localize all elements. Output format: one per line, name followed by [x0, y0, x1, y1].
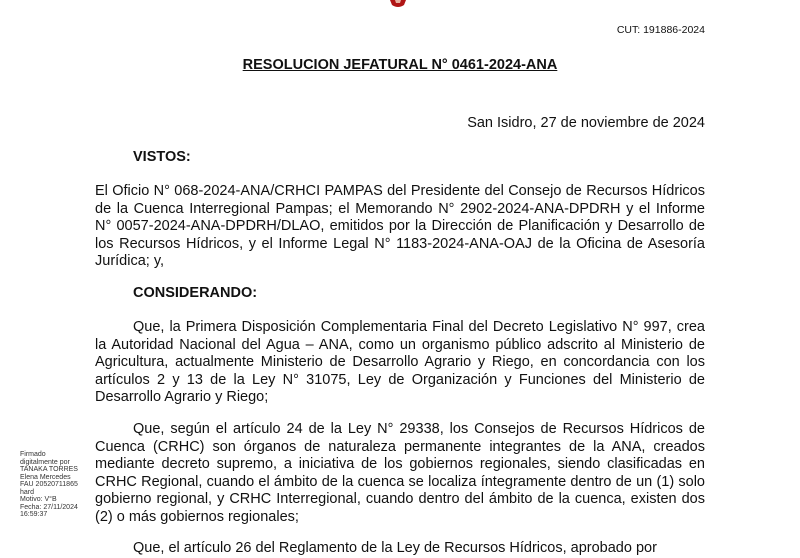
considerando-heading: CONSIDERANDO: — [133, 285, 258, 301]
peru-shield-icon — [389, 0, 407, 8]
considerando-paragraph-3: Que, el artículo 26 del Reglamento de la Ley de Recursos Hídricos, aprobado por — [133, 540, 657, 556]
considerando-paragraph-2: Que, según el artículo 24 de la Ley N° 29338, los Consejos de Recursos Hídricos de Cuenca (CRHC) son órganos de naturaleza permanente integrantes de la ANA, creados mediante decreto supremo, a iniciativa de los gobiernos regionales, siendo clasificadas en CRHC Regional, cuando el ámbito de la cuenca se localiza íntegramente dentro de un (1) solo gobierno regional, y CRHC Interregional, cuando dentro del ámbito de la cuenca, existen dos (2) o más gobiernos regionales; — [95, 421, 705, 525]
document-date: San Isidro, 27 de noviembre de 2024 — [467, 115, 705, 131]
digital-signature-stamp: Firmado digitalmente por TANAKA TORRES Elena Mercedes FAU 20520711865 hard Motivo: V°B Fecha: 27/11/2024 16:59:37 — [20, 451, 78, 518]
resolution-title: RESOLUCION JEFATURAL N° 0461-2024-ANA — [242, 57, 558, 73]
vistos-paragraph: El Oficio N° 068-2024-ANA/CRHCI PAMPAS del Presidente del Consejo de Recursos Hídricos de la Cuenca Interregional Pampas; el Memorando N° 2902-2024-ANA-DPDRH y el Informe N° 0057-2024-ANA-DPDRH/DLAO, emitidos por la Dirección de Planificación y Desarrollo de los Recursos Hídricos, y el Informe Legal N° 1183-2024-ANA-OAJ de la Oficina de Asesoría Jurídica; y, — [95, 183, 705, 269]
vistos-heading: VISTOS: — [133, 149, 191, 165]
considerando-paragraph-1: Que, la Primera Disposición Complementaria Final del Decreto Legislativo N° 997, crea la Autoridad Nacional del Agua – ANA, como un organismo público adscrito al Ministerio de Agricultura, actualmente Ministerio de Desarrollo Agrario y Riego, en concordancia con los artículos 2 y 13 de la Ley N° 31075, Ley de Organización y Funciones del Ministerio de Desarrollo Agrario y Riego; — [95, 319, 705, 405]
cut-number: CUT: 191886-2024 — [616, 24, 705, 36]
